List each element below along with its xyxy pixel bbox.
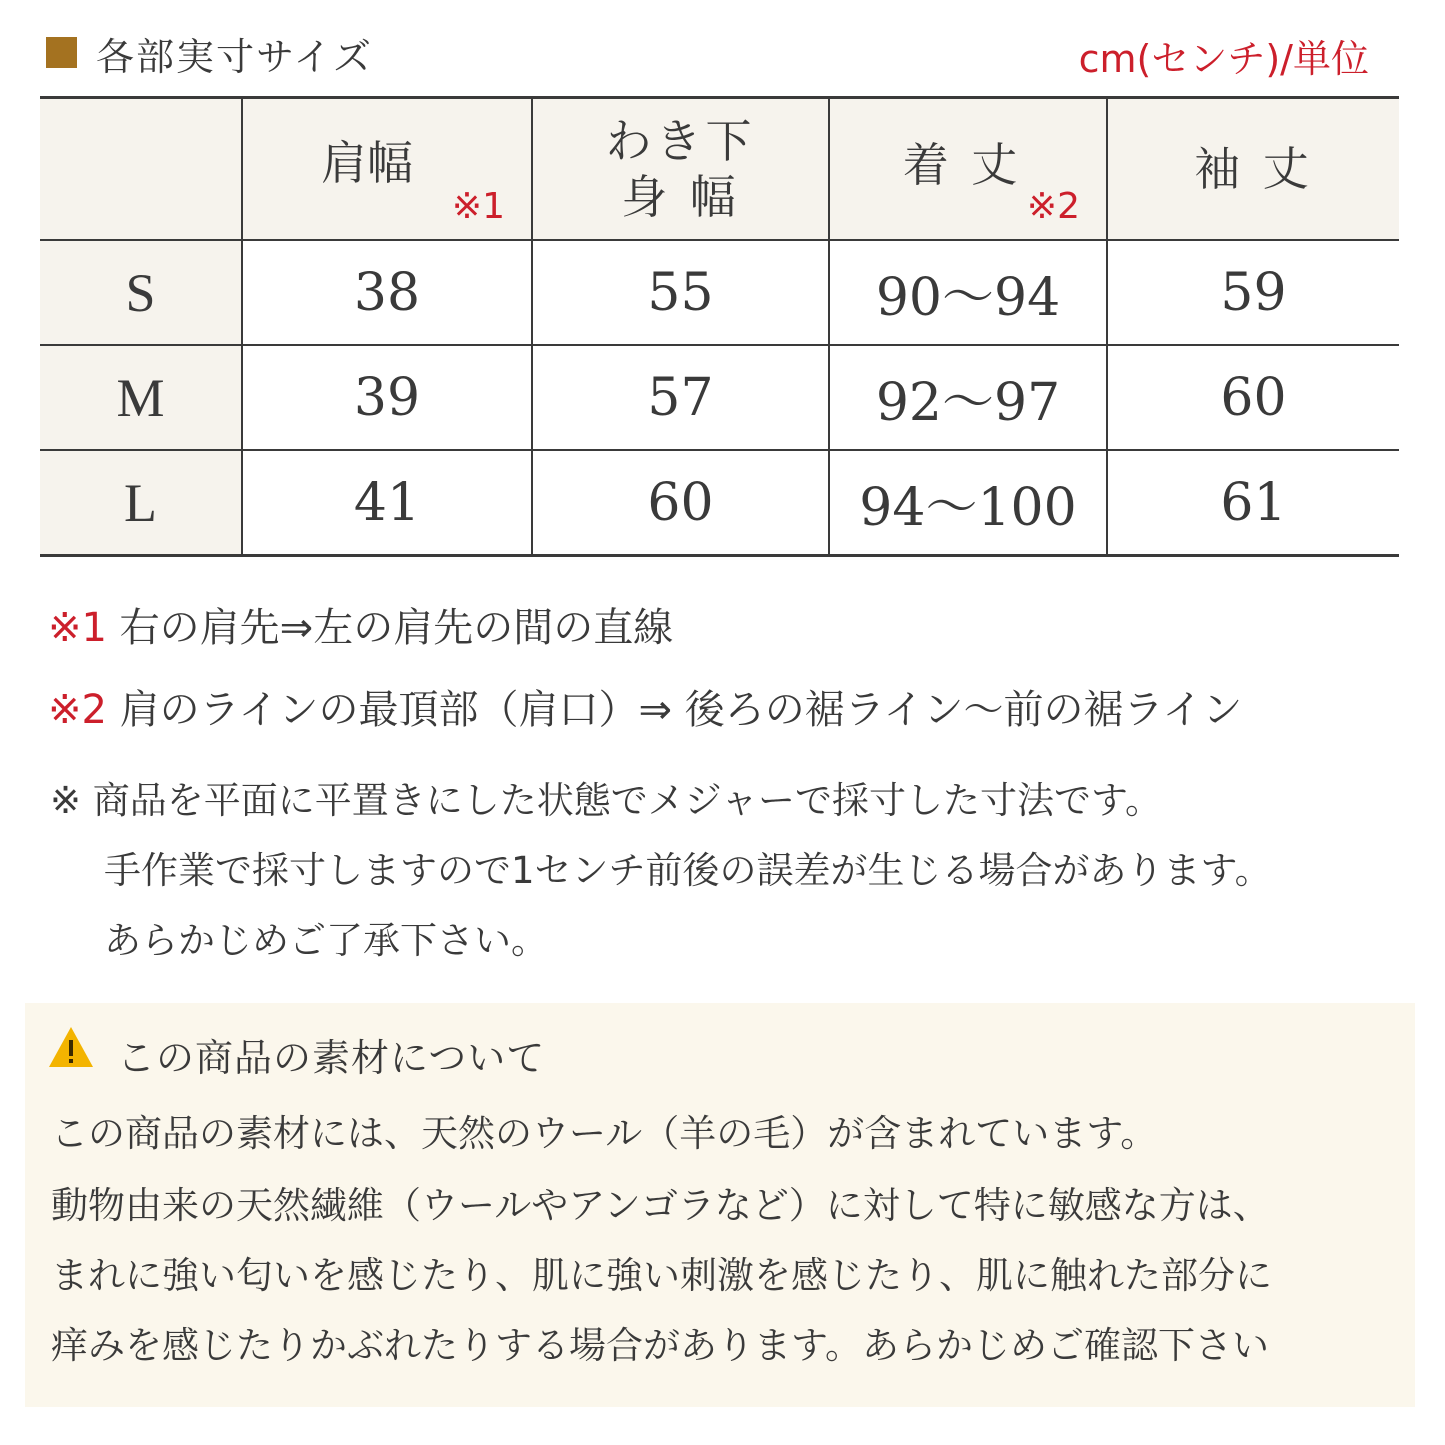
table-cell: 94〜100: [829, 450, 1107, 556]
size-label-cell: L: [40, 450, 242, 556]
table-cell: 55: [532, 240, 829, 345]
note-mark-1: ※1: [451, 186, 505, 227]
column-header-chest: [532, 98, 829, 241]
note-line-1: [48, 596, 673, 653]
page-header: [0, 0, 1445, 90]
column-header-label: 着 丈: [902, 138, 1022, 192]
table-cell: 60: [1107, 345, 1399, 450]
table-cell: 41: [242, 450, 532, 556]
material-text-line: 動物由来の天然繊維（ウールやアンゴラなど）に対して特に敏感な方は、: [51, 1184, 1270, 1227]
disclaimer-line-3: あらかじめご了承下さい。: [104, 919, 548, 962]
table-row: [40, 240, 1399, 345]
table-cell: 39: [242, 345, 532, 450]
column-header-label-line1: わき下: [605, 114, 756, 168]
note-mark: ※1: [48, 605, 107, 651]
material-text-line: この商品の素材には、天然のウール（羊の毛）が含まれています。: [51, 1112, 1158, 1155]
table-corner-cell: [40, 98, 242, 241]
material-notice: [25, 1003, 1415, 1407]
table-row: [40, 450, 1399, 556]
column-header-shoulder: [242, 98, 532, 241]
table-cell: 61: [1107, 450, 1399, 556]
material-title: この商品の素材について: [117, 1036, 546, 1080]
note-text: 右の肩先⇒左の肩先の間の直線: [106, 605, 674, 651]
table-cell: 90〜94: [829, 240, 1107, 345]
note-line-2: [48, 678, 1242, 735]
table-cell: 38: [242, 240, 532, 345]
disclaimer-line-1: ※ 商品を平面に平置きにした状態でメジャーで採寸した寸法です。: [50, 779, 1163, 822]
table-cell: 92〜97: [829, 345, 1107, 450]
size-label-cell: S: [40, 240, 242, 345]
column-header-label: 肩幅: [321, 136, 413, 190]
material-text-line: まれに強い匂いを感じたり、肌に強い刺激を感じたり、肌に触れた部分に: [51, 1254, 1272, 1297]
table-header-row: [40, 98, 1399, 241]
disclaimer-line-2: 手作業で採寸しますので1センチ前後の誤差が生じる場合があります。: [104, 849, 1272, 892]
size-table: [40, 96, 1399, 557]
column-header-label: 袖 丈: [1194, 142, 1313, 196]
table-cell: 60: [532, 450, 829, 556]
column-header-sleeve: [1107, 98, 1399, 241]
note-mark-2: ※2: [1026, 186, 1080, 227]
warning-icon: [47, 1025, 95, 1069]
page-title: 各部実寸サイズ: [96, 35, 373, 79]
table-cell: 59: [1107, 240, 1399, 345]
note-mark: ※2: [48, 687, 107, 733]
unit-label: cm(センチ)/単位: [1078, 37, 1369, 81]
size-label-cell: M: [40, 345, 242, 450]
table-row: [40, 345, 1399, 450]
material-text-line: 痒みを感じたりかぶれたりする場合があります。あらかじめご確認下さい: [51, 1324, 1270, 1367]
column-header-length: [829, 98, 1107, 241]
heading-square-bullet: [46, 37, 77, 68]
note-text: 肩のラインの最頂部（肩口）⇒ 後ろの裾ライン〜前の裾ライン: [106, 687, 1243, 733]
table-cell: 57: [532, 345, 829, 450]
column-header-label-line2: 身 幅: [621, 170, 740, 224]
